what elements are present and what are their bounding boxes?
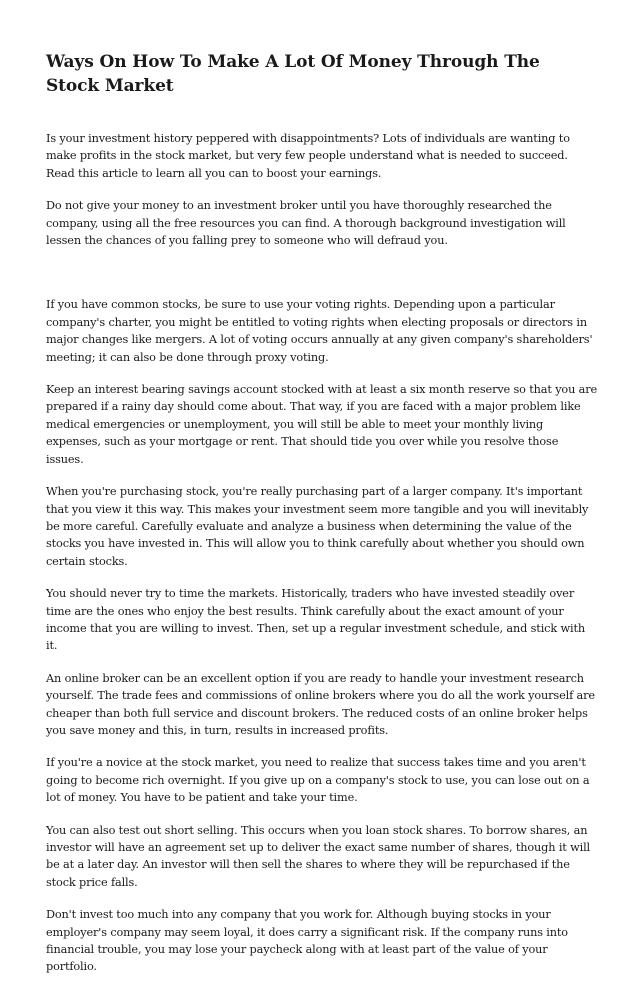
paragraph-10: Don't invest too much into any company that you work for. Although buying stocks in your employer's company may seem loyal, it does carry a significant risk. If the company runs into financial trouble, you may lose your paycheck along with at least part of the value of your portfolio. bbox=[46, 908, 568, 974]
paragraph-9: You can also test out short selling. This occurs when you loan stock shares. To borrow shares, an investor will have an agreement set up to deliver the exact same number of shares, though it will be at a later day. An investor will then sell the shares to where they will be repurchased if the stock price falls. bbox=[46, 823, 591, 889]
paragraph-4: Keep an interest bearing savings account stocked with at least a six month reserve so that you are prepared if a rainy day should come about. That way, if you are faced with a major problem like medical emergencies or unemployment, you will still be able to meet your monthly living expenses, such as your mortgage or rent. That should tide you over while you resolve those issues. bbox=[46, 383, 598, 466]
blank-gap bbox=[46, 264, 598, 296]
paragraph-1: Is your investment history peppered with disappointments? Lots of individuals are wanting to make profits in the stock market, but very few people understand what is needed to succeed. Read this article to learn all you can to boost your earnings. bbox=[46, 132, 570, 180]
paragraph-7: An online broker can be an excellent option if you are ready to handle your investment research yourself. The trade fees and commissions of online brokers where you do all the work yourself are cheaper than both full service and discount brokers. The reduced costs of an online broker helps you save money and this, in turn, results in increased profits. bbox=[46, 671, 595, 737]
paragraph-8: If you're a novice at the stock market, you need to realize that success takes time and you aren't going to become rich overnight. If you give up on a company's stock to use, you can lose out on a lot of money. You have to be patient and take your time. bbox=[46, 756, 590, 805]
paragraph-2: Do not give your money to an investment broker until you have thoroughly researched the company, using all the free resources you can find. A thorough background investigation will lessen the chances of you falling prey to someone who will defraud you. bbox=[46, 199, 566, 248]
document-title: Ways On How To Make A Lot Of Money Through The Stock Market bbox=[46, 52, 540, 96]
paragraph-5: When you're purchasing stock, you're really purchasing part of a larger company. It's important that you view it this way. This makes your investment seem more tangible and you will inevitably be more careful. Carefully evaluate and analyze a business when determining the value of the stocks you have invested in. This will allow you to think carefully about whether you should own certain stocks. bbox=[46, 485, 589, 568]
document-page bbox=[46, 50, 598, 991]
paragraph-6: You should never try to time the markets. Historically, traders who have invested steadily over time are the ones who enjoy the best results. Think carefully about the exact amount of your income that you are willing to invest. Then, set up a regular investment schedule, and stick with it. bbox=[46, 587, 585, 653]
paragraph-3: If you have common stocks, be sure to use your voting rights. Depending upon a particular company's charter, you might be entitled to voting rights when electing proposals or directors in major changes like mergers. A lot of voting occurs annually at any given company's shareholders' meeting; it can also be done through proxy voting. bbox=[46, 298, 593, 364]
